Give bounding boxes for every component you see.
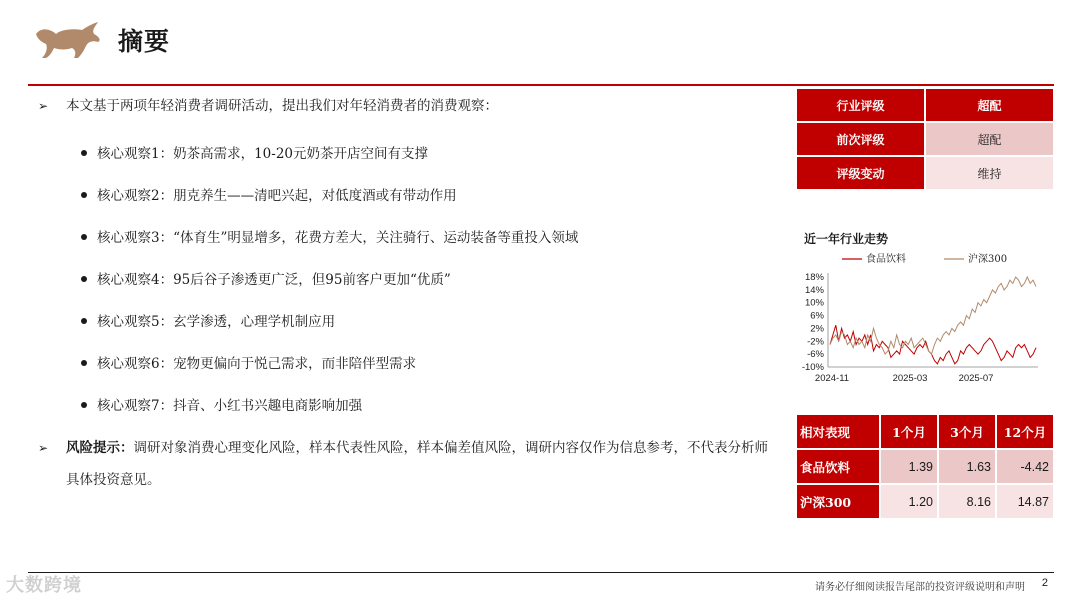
rating-label: 前次评级 (797, 123, 924, 155)
perf-header: 12个月 (997, 415, 1053, 448)
page-number: 2 (1041, 577, 1048, 589)
chart-title: 近一年行业走势 (804, 232, 889, 246)
rating-label: 评级变动 (797, 157, 924, 189)
risk-label: 风险提示： (66, 440, 134, 456)
bullet-dot-icon (81, 150, 87, 156)
y-tick-label: -6% (807, 349, 824, 361)
bullet-dot-icon (81, 318, 87, 324)
footer-divider (28, 572, 1054, 573)
rating-table (795, 87, 1055, 191)
perf-header: 1个月 (881, 415, 937, 448)
x-tick-label: 2025-07 (958, 373, 994, 384)
observation-item: 核心观察5：玄学渗透，心理学机制应用 (81, 310, 335, 330)
observation-item: 核心观察3：“体育生”明显增多，花费方差大，关注骑行、运动装备等重投入领域 (81, 226, 578, 246)
perf-cell: -4.42 (997, 450, 1053, 483)
observation-item: 核心观察6：宠物更偏向于悦己需求，而非陪伴型需求 (81, 352, 416, 372)
risk-body: 调研对象消费心理变化风险，样本代表性风险，样本偏差值风险，调研内容仅作为信息参考，不代表分析师具体投资意见。 (66, 440, 768, 488)
perf-header: 相对表现 (797, 415, 879, 448)
bull-logo-icon (32, 16, 104, 60)
observation-item: 核心观察1：奶茶高需求，10-20元奶茶开店空间有支撑 (81, 142, 428, 162)
performance-table (795, 413, 1055, 520)
perf-cell: 1.39 (881, 450, 937, 483)
legend-label: 沪深300 (968, 254, 1008, 265)
rating-value: 维持 (926, 157, 1053, 189)
y-tick-label: 18% (804, 272, 824, 283)
rating-value: 超配 (926, 123, 1053, 155)
x-tick-label: 2024-11 (814, 373, 850, 384)
rating-label: 行业评级 (797, 89, 924, 121)
bullet-dot-icon (81, 234, 87, 240)
y-tick-label: 14% (804, 284, 824, 296)
y-tick-label: 2% (810, 323, 824, 335)
perf-cell: 14.87 (997, 485, 1053, 518)
series-line (830, 325, 1036, 364)
perf-cell: 1.20 (881, 485, 937, 518)
x-tick-label: 2025-03 (892, 373, 928, 384)
watermark: 大数跨境 (6, 575, 82, 596)
bullet-dot-icon (81, 402, 87, 408)
y-tick-label: 6% (810, 310, 824, 322)
legend-label: 食品饮料 (866, 254, 906, 265)
bullet-dot-icon (81, 276, 87, 282)
bullet-dot-icon (81, 360, 87, 366)
y-tick-label: -2% (807, 336, 824, 348)
observation-item: 核心观察2：朋克养生——清吧兴起，对低度酒或有带动作用 (81, 184, 457, 204)
observation-item: 核心观察7：抖音、小红书兴趣电商影响加强 (81, 394, 362, 414)
perf-cell: 1.63 (939, 450, 995, 483)
perf-row-label: 沪深300 (797, 485, 879, 518)
rating-row (797, 89, 1053, 121)
perf-row (797, 485, 1053, 518)
arrow-bullet-icon: ➢ (38, 441, 49, 455)
rating-row (797, 157, 1053, 189)
perf-header: 3个月 (939, 415, 995, 448)
perf-cell: 8.16 (939, 485, 995, 518)
series-line (830, 277, 1036, 354)
y-tick-label: -10% (801, 362, 824, 373)
intro-text: 本文基于两项年轻消费者调研活动，提出我们对年轻消费者的消费观察： (66, 98, 498, 114)
bullet-dot-icon (81, 192, 87, 198)
rating-value: 超配 (926, 89, 1053, 121)
rating-row (797, 123, 1053, 155)
industry-trend-chart (790, 247, 1045, 390)
perf-header-row (797, 415, 1053, 448)
perf-row-label: 食品饮料 (797, 450, 879, 483)
footer-disclaimer: 请务必仔细阅读报告尾部的投资评级说明和声明 (815, 582, 1025, 593)
perf-row (797, 450, 1053, 483)
risk-text (66, 432, 776, 496)
arrow-bullet-icon: ➢ (38, 99, 49, 113)
page-title: 摘要 (118, 27, 171, 56)
observation-item: 核心观察4：95后谷子渗透更广泛，但95前客户更加“优质” (81, 268, 451, 288)
y-tick-label: 10% (804, 297, 824, 309)
header-divider (28, 84, 1054, 86)
